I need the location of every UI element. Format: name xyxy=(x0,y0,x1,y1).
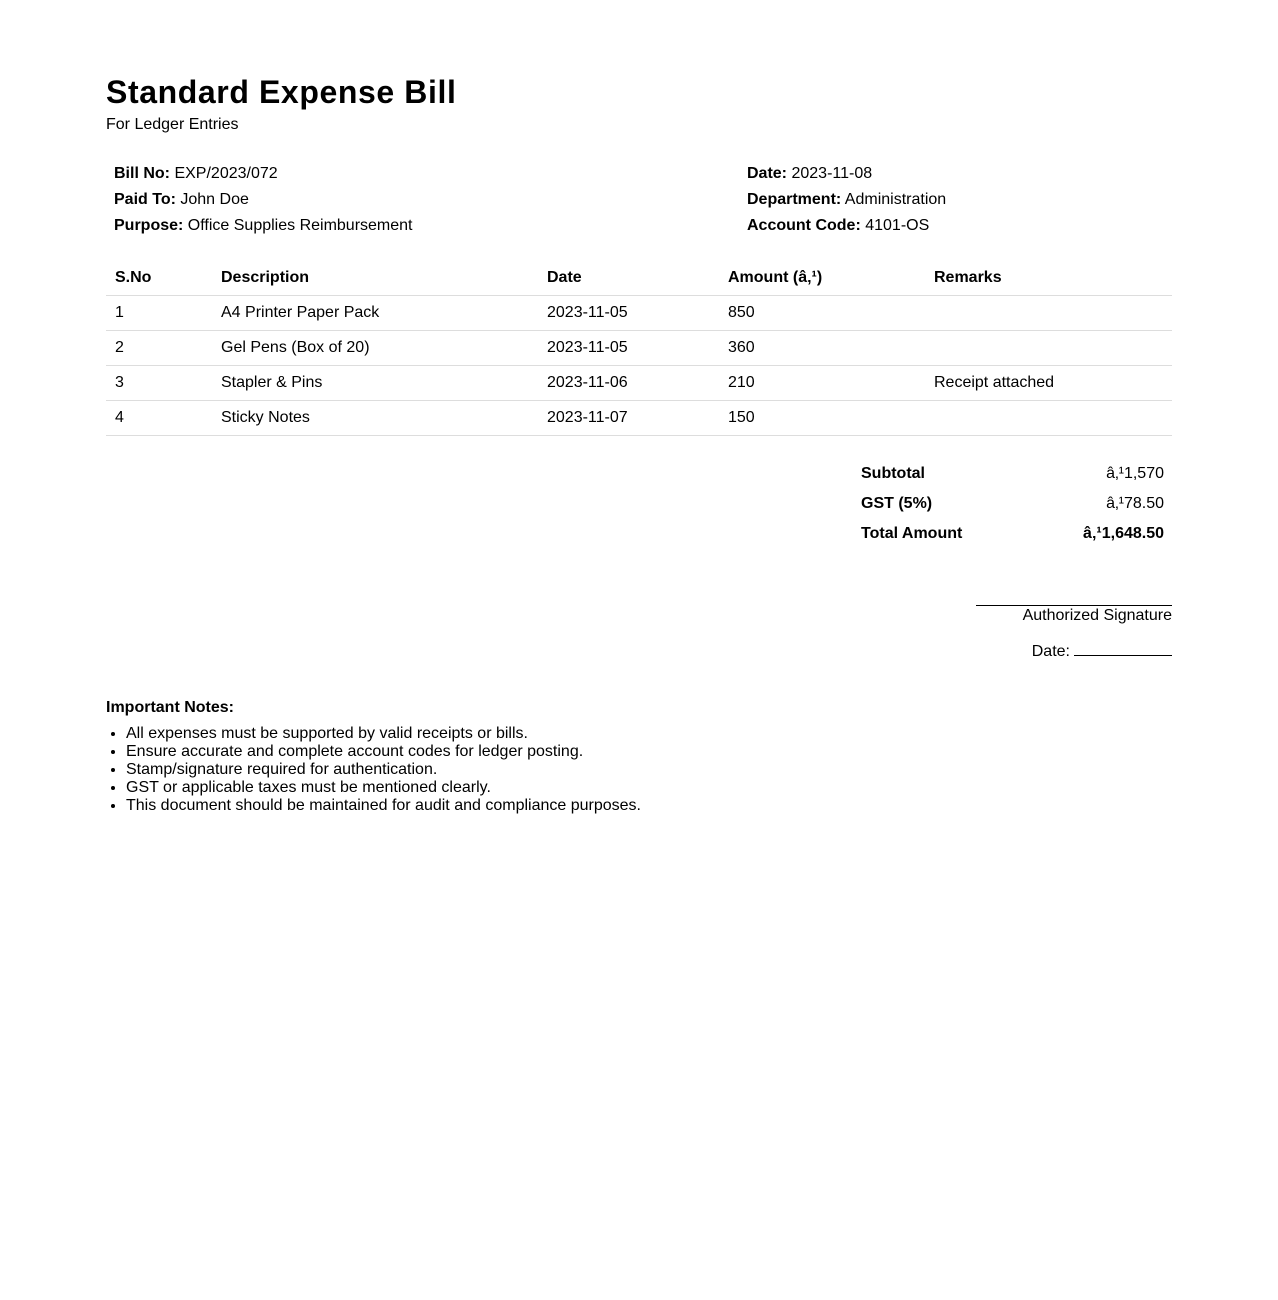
total-amount-row xyxy=(853,519,1172,549)
column-header-description: Description xyxy=(212,260,538,296)
list-item: • Ensure accurate and complete account codes for ledger posting. xyxy=(126,743,641,761)
cell-date: 2023-11-06 xyxy=(538,366,719,401)
gst-label: GST (5%) xyxy=(861,495,933,512)
signature-date-label: Date: xyxy=(1031,643,1070,660)
table-row xyxy=(106,401,1172,436)
gst-row xyxy=(853,489,1172,519)
cell-amount: 210 xyxy=(719,366,925,401)
date-row xyxy=(747,161,946,187)
gst-value: â‚¹78.50 xyxy=(1106,495,1164,512)
department-value: Administration xyxy=(844,191,947,208)
cell-date: 2023-11-07 xyxy=(538,401,719,436)
cell-sno: 1 xyxy=(106,296,212,331)
bill-meta-right xyxy=(747,161,946,239)
cell-remarks xyxy=(925,401,1172,436)
purpose-row xyxy=(114,213,413,239)
bill-no-label: Bill No: xyxy=(114,165,170,182)
account-code-label: Account Code: xyxy=(747,217,861,234)
purpose-value: Office Supplies Reimbursement xyxy=(187,217,413,234)
column-header-sno: S.No xyxy=(106,260,212,296)
column-header-amount: Amount (â‚¹) xyxy=(719,260,925,296)
table-header-row xyxy=(106,260,1172,296)
department-row xyxy=(747,187,946,213)
bill-meta-left xyxy=(114,161,413,239)
cell-remarks xyxy=(925,331,1172,366)
date-label: Date: xyxy=(747,165,788,182)
cell-date: 2023-11-05 xyxy=(538,331,719,366)
paid-to-row xyxy=(114,187,413,213)
cell-description: Stapler & Pins xyxy=(212,366,538,401)
cell-date: 2023-11-05 xyxy=(538,296,719,331)
cell-sno: 3 xyxy=(106,366,212,401)
purpose-label: Purpose: xyxy=(114,217,184,234)
cell-sno: 2 xyxy=(106,331,212,366)
bill-no-value: EXP/2023/072 xyxy=(174,165,278,182)
list-item: • Stamp/signature required for authentication. xyxy=(126,761,641,779)
page-subtitle: For Ledger Entries xyxy=(106,116,239,133)
cell-amount: 850 xyxy=(719,296,925,331)
list-item: • All expenses must be supported by valid receipts or bills. xyxy=(126,725,641,743)
page-title: Standard Expense Bill xyxy=(106,74,457,110)
department-label: Department: xyxy=(747,191,842,208)
subtotal-row xyxy=(853,459,1172,489)
signature-line xyxy=(976,605,1172,606)
table-row xyxy=(106,331,1172,366)
totals-table xyxy=(853,459,1172,549)
notes-list xyxy=(106,725,641,815)
paid-to-label: Paid To: xyxy=(114,191,176,208)
subtotal-value: â‚¹1,570 xyxy=(1106,465,1164,482)
bill-no-row xyxy=(114,161,413,187)
signature-date xyxy=(1032,641,1172,661)
account-code-row xyxy=(747,213,946,239)
table-row xyxy=(106,366,1172,401)
total-amount-value: â‚¹1,648.50 xyxy=(1083,525,1164,542)
cell-remarks xyxy=(925,296,1172,331)
signature-date-blank xyxy=(1074,641,1172,656)
expense-items-table xyxy=(106,260,1172,436)
paid-to-value: John Doe xyxy=(180,191,249,208)
notes-title: Important Notes: xyxy=(106,699,234,716)
authorized-signature-label: Authorized Signature xyxy=(1022,607,1172,624)
cell-amount: 150 xyxy=(719,401,925,436)
account-code-value: 4101-OS xyxy=(865,217,930,234)
list-item: • GST or applicable taxes must be mentioned clearly. xyxy=(126,779,641,797)
table-row xyxy=(106,296,1172,331)
cell-description: Sticky Notes xyxy=(212,401,538,436)
column-header-remarks: Remarks xyxy=(925,260,1172,296)
cell-description: Gel Pens (Box of 20) xyxy=(212,331,538,366)
cell-sno: 4 xyxy=(106,401,212,436)
date-value: 2023-11-08 xyxy=(791,165,873,182)
cell-remarks: Receipt attached xyxy=(925,366,1172,401)
total-amount-label: Total Amount xyxy=(861,525,963,542)
list-item: • This document should be maintained for audit and compliance purposes. xyxy=(126,797,641,815)
cell-amount: 360 xyxy=(719,331,925,366)
cell-description: A4 Printer Paper Pack xyxy=(212,296,538,331)
column-header-date: Date xyxy=(538,260,719,296)
subtotal-label: Subtotal xyxy=(861,465,925,482)
